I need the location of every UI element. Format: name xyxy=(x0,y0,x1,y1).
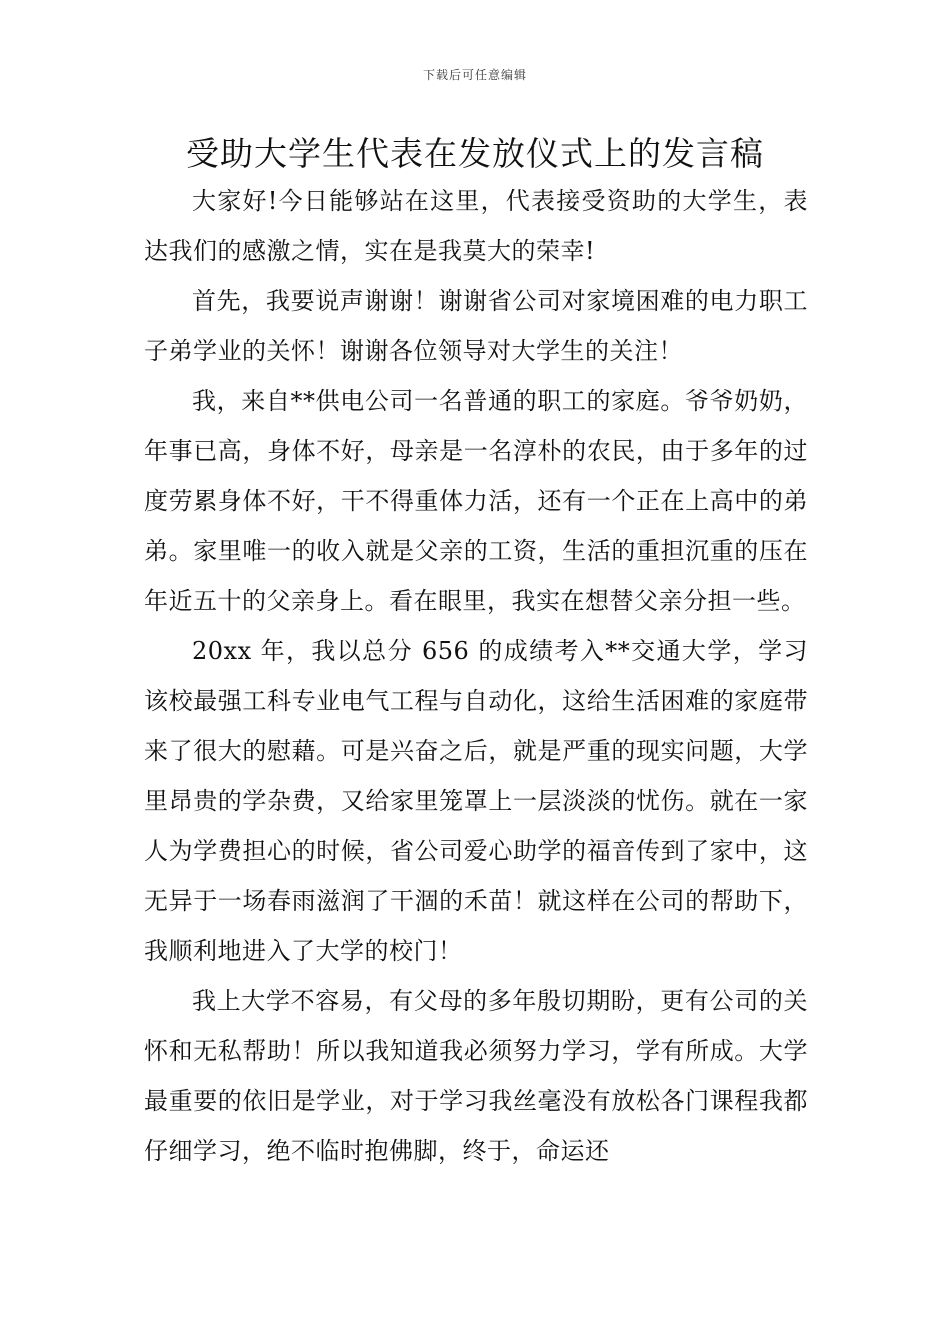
document-title: 受助大学生代表在发放仪式上的发言稿 xyxy=(186,134,764,173)
paragraph-thanks: 首先，我要说声谢谢！谢谢省公司对家境困难的电力职工子弟学业的关怀！谢谢各位领导对大学生的关注！ xyxy=(144,287,808,365)
paragraph-greeting: 大家好!今日能够站在这里，代表接受资助的大学生，表达我们的感激之情，实在是我莫大的荣幸! xyxy=(144,187,808,265)
document-body xyxy=(144,176,808,1176)
paragraph-family: 我，来自**供电公司一名普通的职工的家庭。爷爷奶奶，年事已高，身体不好，母亲是一名淳朴的农民，由于多年的过度劳累身体不好，干不得重体力活，还有一个正在上高中的弟弟。家里唯一的收入就是父亲的工资，生活的重担沉重的压在年近五十的父亲身上。看在眼里，我实在想替父亲分担一些。 xyxy=(144,387,808,615)
paragraph-study: 我上大学不容易，有父母的多年殷切期盼，更有公司的关怀和无私帮助！所以我知道我必须努力学习，学有所成。大学最重要的依旧是学业，对于学习我丝毫没有放松各门课程我都仔细学习，绝不临时抱佛脚，终于，命运还 xyxy=(144,987,808,1165)
paragraph-university: 20xx 年，我以总分 656 的成绩考入**交通大学，学习该校最强工科专业电气工程与自动化，这给生活困难的家庭带来了很大的慰藉。可是兴奋之后，就是严重的现实问题，大学里昂贵的学杂费，又给家里笼罩上一层淡淡的忧伤。就在一家人为学费担心的时候，省公司爱心助学的福音传到了家中，这无异于一场春雨滋润了干涸的禾苗！就这样在公司的帮助下，我顺利地进入了大学的校门！ xyxy=(144,637,808,965)
header-note: 下载后可任意编辑 xyxy=(422,68,527,82)
